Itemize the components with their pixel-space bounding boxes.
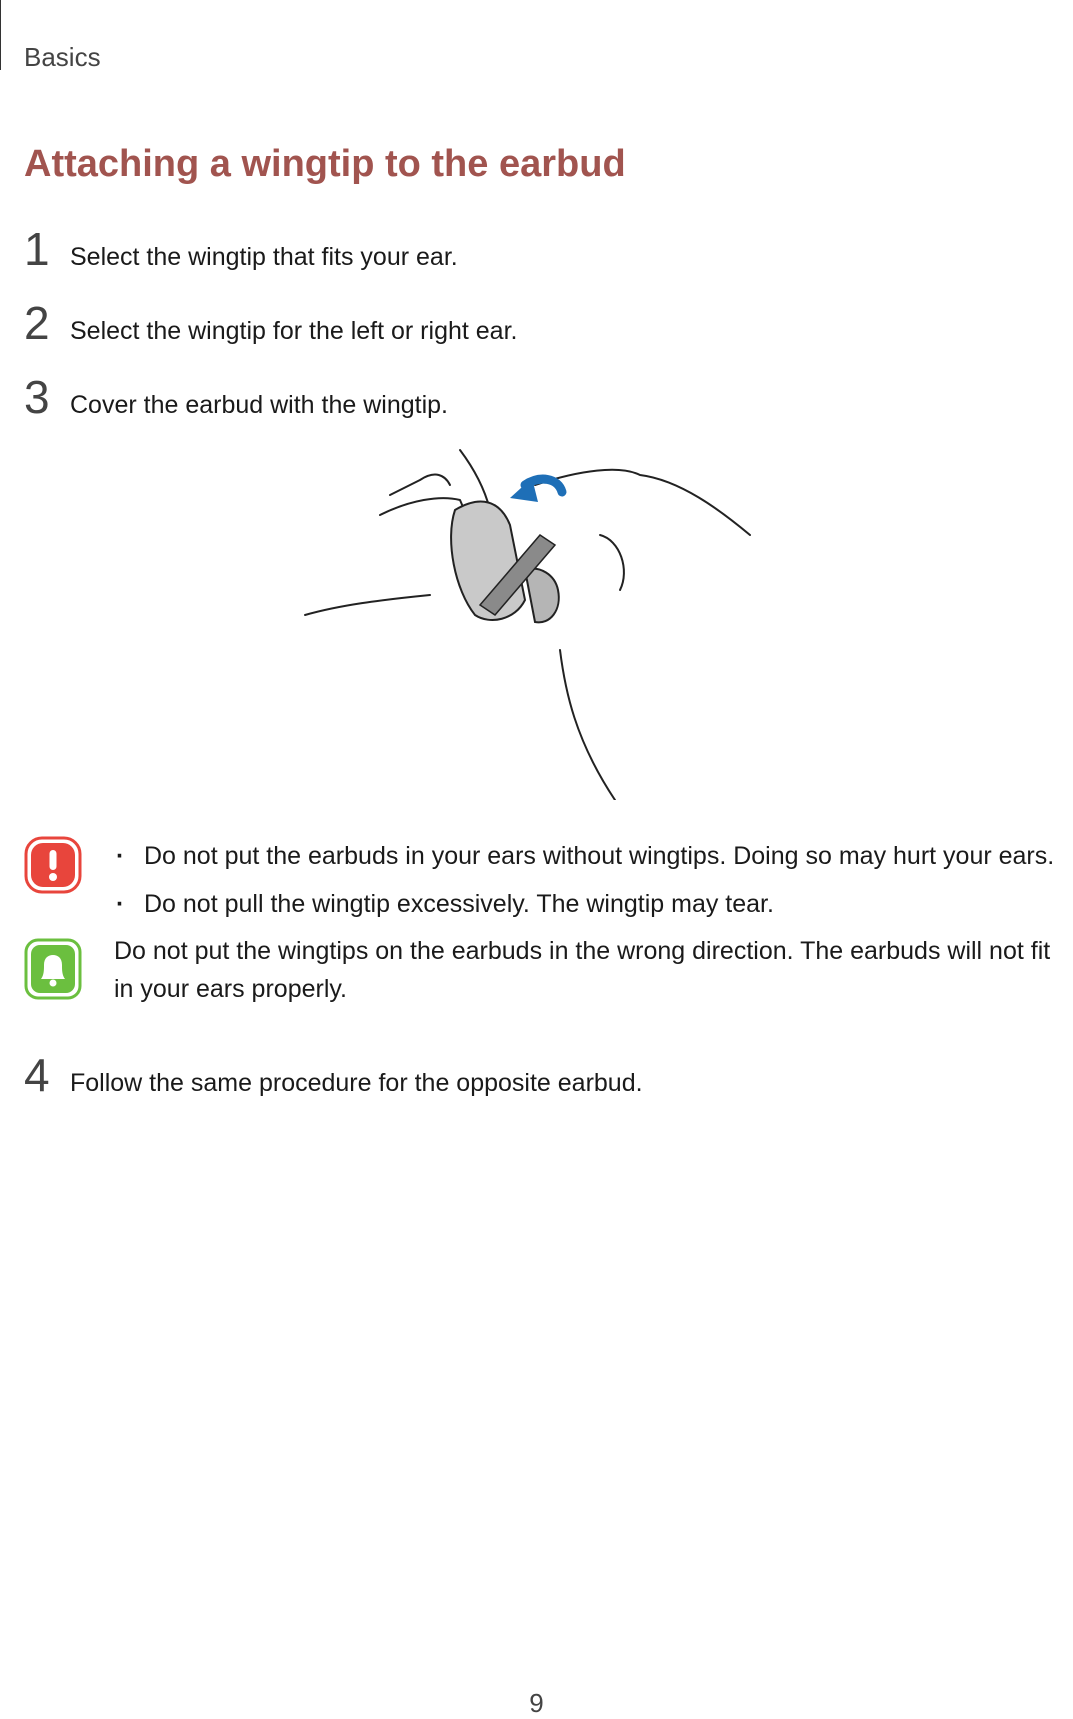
caution-bullet: · Do not put the earbuds in your ears without wingtips. Doing so may hurt your ears.: [112, 832, 1054, 880]
page-title: Attaching a wingtip to the earbud: [24, 143, 626, 185]
step-number: 4: [24, 1049, 50, 1101]
right-finger-outline: [600, 535, 624, 590]
step-3: [24, 370, 448, 424]
step-text: Select the wingtip for the left or right ear.: [70, 317, 518, 345]
notice-text: Do not put the wingtips on the earbuds in the wrong direction. The earbuds will not fit in your ears properly.: [114, 937, 1051, 1003]
step-number: 2: [24, 297, 50, 349]
step-text: Follow the same procedure for the opposite earbud.: [70, 1069, 643, 1097]
step-1: [24, 222, 458, 276]
step-4: [24, 1048, 643, 1102]
page-number: 9: [529, 1688, 544, 1718]
step-text: Select the wingtip that fits your ear.: [70, 243, 458, 271]
step-2: [24, 296, 517, 350]
header-rule: [0, 0, 1, 70]
right-hand-outline: [535, 470, 750, 535]
step-number: 3: [24, 371, 50, 423]
step-number: 1: [24, 223, 50, 275]
left-hand-outline: [305, 595, 430, 615]
step-text: Cover the earbud with the wingtip.: [70, 391, 448, 419]
chapter-label: Basics: [24, 42, 101, 72]
caution-bullet: · Do not pull the wingtip excessively. The wingtip may tear.: [112, 880, 1054, 928]
caution-list: [112, 832, 1054, 928]
bell-icon: [24, 938, 82, 1000]
right-wrist-outline: [560, 650, 615, 800]
wingtip-illustration: [300, 440, 800, 800]
left-thumb-outline: [390, 475, 450, 495]
caution-icon: [24, 836, 82, 894]
